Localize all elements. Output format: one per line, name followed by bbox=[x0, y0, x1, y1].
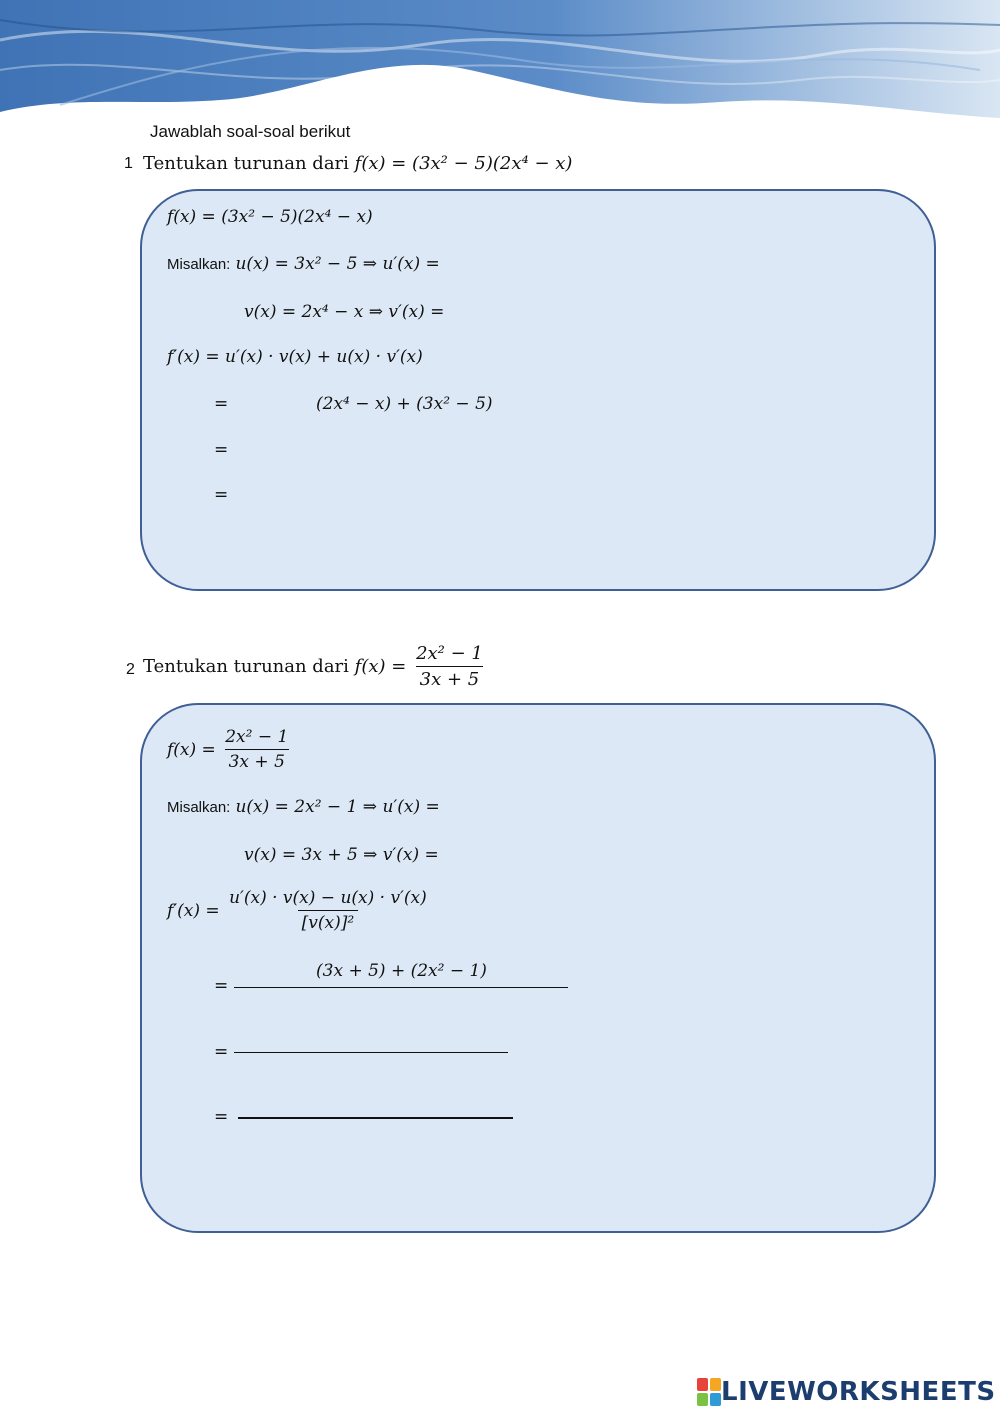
question-2-prompt bbox=[143, 643, 487, 690]
q1-equals-1: = bbox=[214, 394, 229, 414]
q2-equals-3: = bbox=[214, 1107, 229, 1127]
question-2-prompt-text: Tentukan turunan dari bbox=[143, 656, 349, 677]
question-1-prompt bbox=[143, 153, 572, 174]
q2-rule-denominator: [v(x)]² bbox=[298, 910, 359, 933]
q2-fraction-line-1 bbox=[234, 987, 568, 988]
answer-box-2[interactable] bbox=[140, 703, 936, 1233]
q2-rule-fraction bbox=[225, 888, 431, 933]
question-2-denominator: 3x + 5 bbox=[416, 666, 484, 690]
q1-f-definition: f(x) = (3x² − 5)(2x⁴ − x) bbox=[167, 207, 373, 227]
q1-equals-2: = bbox=[214, 440, 229, 460]
question-1-prompt-text: Tentukan turunan dari bbox=[143, 153, 349, 174]
q1-product-rule: f′(x) = u′(x) · v(x) + u(x) · v′(x) bbox=[167, 347, 423, 367]
q1-equals-3: = bbox=[214, 485, 229, 505]
instruction-text: Jawablah soal-soal berikut bbox=[150, 122, 351, 141]
question-1-number: 1 bbox=[124, 155, 133, 172]
q2-f-definition bbox=[167, 727, 292, 772]
q2-rule-lhs: f′(x) = bbox=[167, 900, 220, 921]
liveworksheets-logo bbox=[697, 1377, 996, 1407]
q2-rule-numerator: u′(x) · v(x) − u(x) · v′(x) bbox=[229, 888, 427, 908]
question-1-function: f(x) = (3x² − 5)(2x⁴ − x) bbox=[354, 153, 573, 174]
q2-f-numerator: 2x² − 1 bbox=[225, 727, 289, 747]
question-2-numerator: 2x² − 1 bbox=[416, 643, 483, 664]
q2-fraction-line-2 bbox=[234, 1052, 508, 1053]
q2-f-fraction bbox=[221, 727, 292, 772]
q2-step-1-numerator: (3x + 5) + (2x² − 1) bbox=[316, 961, 487, 981]
q2-u-line: u(x) = 2x² − 1 ⇒ u′(x) = bbox=[235, 797, 440, 817]
question-2-number: 2 bbox=[126, 661, 135, 678]
q2-equals-1: = bbox=[214, 976, 229, 996]
q2-misalkan-label: Misalkan: bbox=[167, 799, 231, 816]
answer-box-1[interactable] bbox=[140, 189, 936, 591]
liveworksheets-logo-icon bbox=[697, 1378, 721, 1406]
liveworksheets-logo-text: LIVEWORKSHEETS bbox=[721, 1377, 996, 1407]
q2-quotient-rule bbox=[167, 888, 431, 933]
q1-u-line: u(x) = 3x² − 5 ⇒ u′(x) = bbox=[235, 254, 440, 274]
question-2-f-lhs: f(x) = bbox=[354, 656, 407, 677]
header-wave-banner bbox=[0, 0, 1000, 125]
question-2-fraction bbox=[412, 643, 487, 690]
q2-v-line: v(x) = 3x + 5 ⇒ v′(x) = bbox=[244, 845, 439, 865]
q2-fraction-line-3 bbox=[238, 1117, 513, 1119]
q1-u-substitution bbox=[167, 254, 440, 274]
q1-misalkan-label: Misalkan: bbox=[167, 256, 231, 273]
q1-v-line: v(x) = 2x⁴ − x ⇒ v′(x) = bbox=[244, 302, 445, 322]
q1-step-1: (2x⁴ − x) + (3x² − 5) bbox=[316, 394, 493, 414]
q2-u-substitution bbox=[167, 797, 440, 817]
q2-f-denominator: 3x + 5 bbox=[225, 749, 289, 772]
q2-f-lhs: f(x) = bbox=[167, 739, 216, 760]
q2-equals-2: = bbox=[214, 1042, 229, 1062]
